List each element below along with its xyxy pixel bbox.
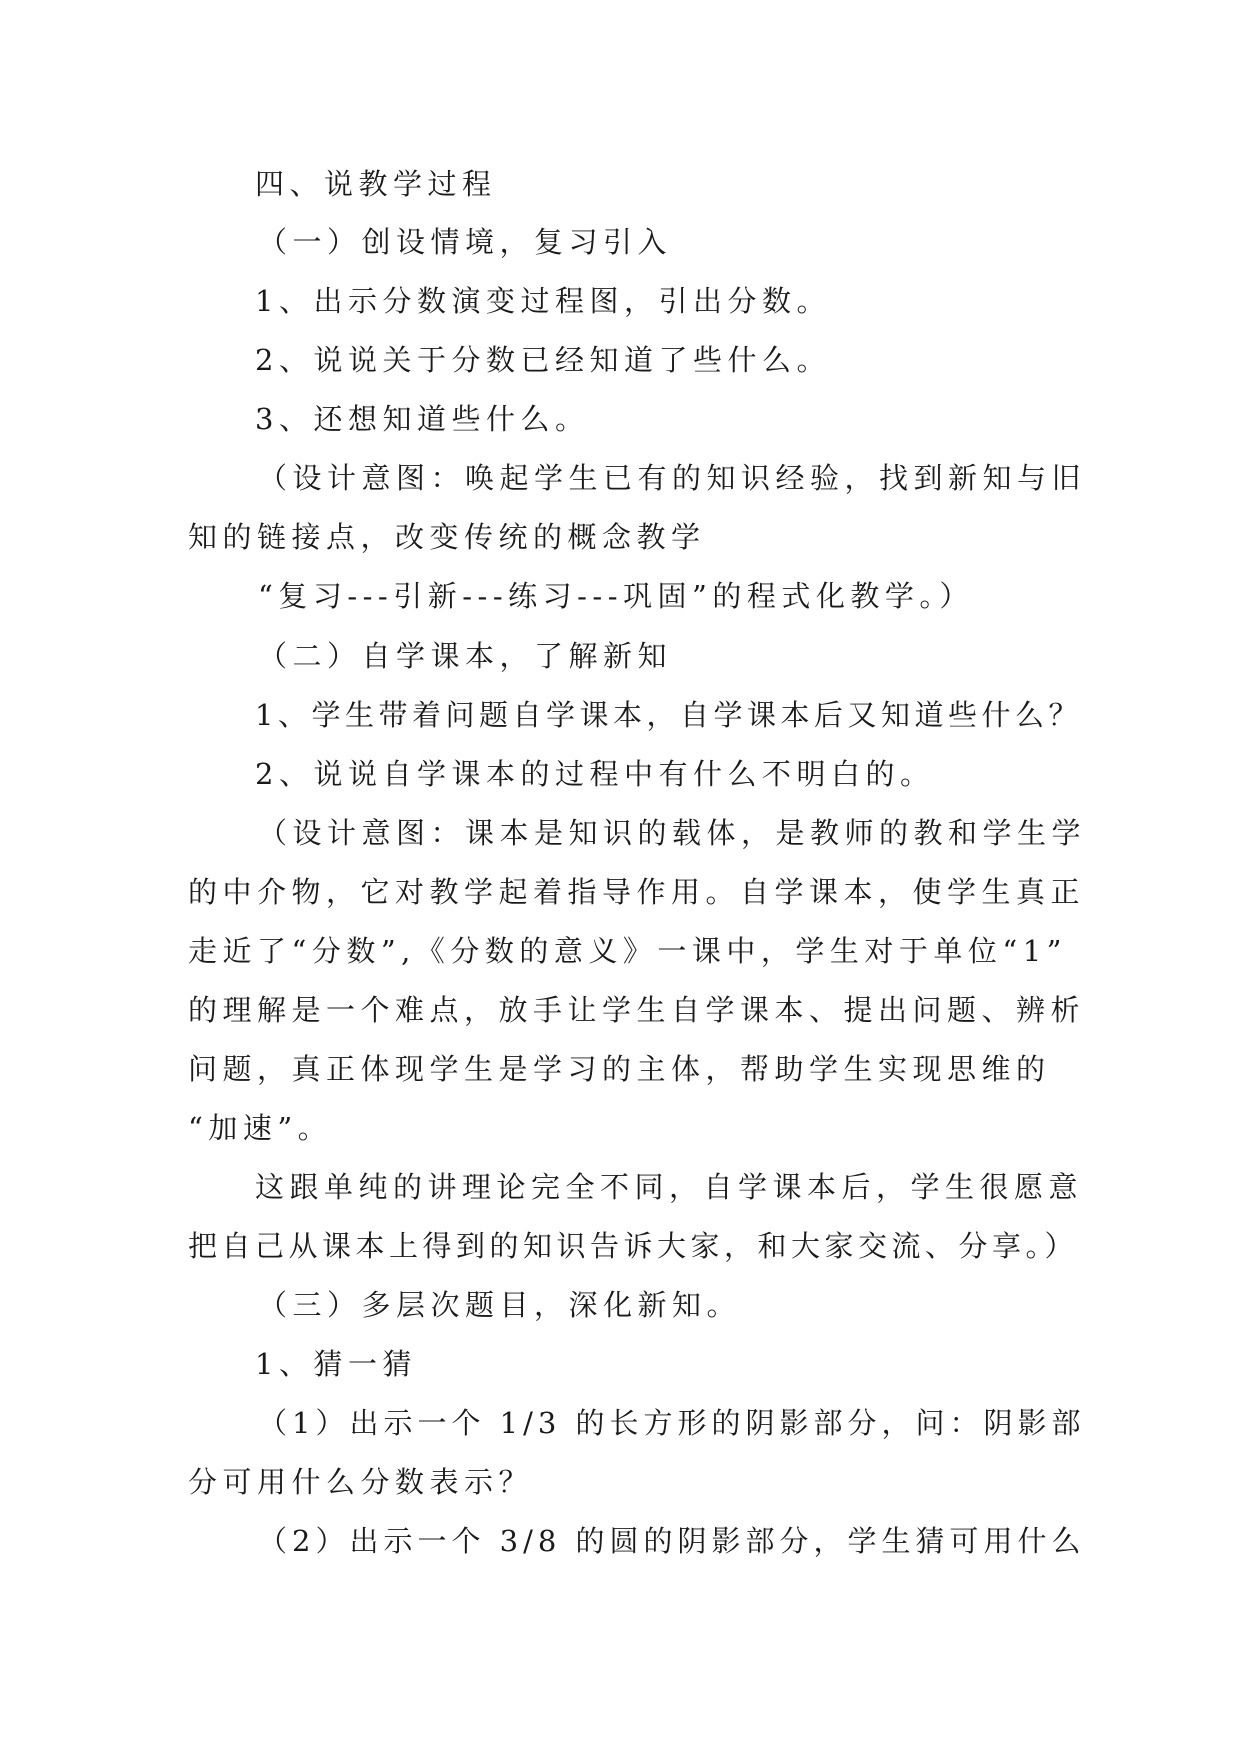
- paragraph-line: 的中介物，它对教学起着指导作用。自学课本，使学生真正: [188, 875, 1086, 909]
- list-item: 2、说说自学课本的过程中有什么不明白的。: [255, 757, 935, 791]
- paragraph-line: （设计意图：课本是知识的载体，是教师的教和学生学: [258, 816, 1087, 850]
- paragraph-line: “复习---引新---练习---巩固”的程式化教学。）: [258, 579, 974, 613]
- paragraph-line: “加速”。: [188, 1111, 333, 1145]
- section-heading: 四、说教学过程: [255, 167, 497, 201]
- list-item: 1、出示分数演变过程图，引出分数。: [255, 284, 831, 318]
- subsection-heading: （一）创设情境，复习引入: [258, 225, 673, 259]
- paragraph-line: 这跟单纯的讲理论完全不同，自学课本后，学生很愿意: [255, 1170, 1084, 1204]
- paragraph-line: 知的链接点，改变传统的概念教学: [188, 520, 706, 554]
- subsection-heading: （二）自学课本，了解新知: [258, 639, 673, 673]
- list-item: 2、说说关于分数已经知道了些什么。: [255, 343, 831, 377]
- paragraph-line: （设计意图：唤起学生已有的知识经验，找到新知与旧: [258, 461, 1087, 495]
- list-item: 1、猜一猜: [255, 1347, 417, 1381]
- paragraph-line: 问题，真正体现学生是学习的主体，帮助学生实现思维的: [188, 1052, 1051, 1086]
- paragraph-line: 走近了“分数”,《分数的意义》一课中，学生对于单位“1”: [188, 934, 1067, 968]
- list-item: 1、学生带着问题自学课本，自学课本后又知道些什么？: [255, 698, 1082, 732]
- paragraph-line: 分可用什么分数表示？: [188, 1465, 534, 1499]
- paragraph-line: 的理解是一个难点，放手让学生自学课本、提出问题、辨析: [188, 993, 1086, 1027]
- paragraph-line: （2）出示一个 3/8 的圆的阴影部分，学生猜可用什么: [258, 1524, 1086, 1558]
- subsection-heading: （三）多层次题目，深化新知。: [258, 1288, 742, 1322]
- paragraph-line: 把自己从课本上得到的知识告诉大家，和大家交流、分享。）: [188, 1229, 1079, 1263]
- list-item: 3、还想知道些什么。: [255, 402, 590, 436]
- paragraph-line: （1）出示一个 1/3 的长方形的阴影部分，问：阴影部: [258, 1406, 1086, 1440]
